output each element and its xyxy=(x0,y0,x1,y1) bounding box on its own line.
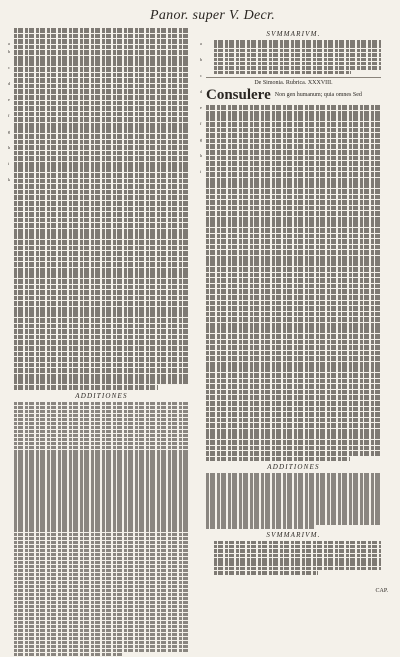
right-main-text xyxy=(206,105,381,461)
left-margin-letters: a b c d e f g h i k xyxy=(8,41,10,182)
left-column xyxy=(14,28,189,657)
initial-line-rest: Non gen humanum; quia omnes Sed xyxy=(274,92,362,99)
divider-top xyxy=(206,77,381,78)
left-additions-text xyxy=(14,402,189,656)
right-summary-bottom-text xyxy=(206,541,381,575)
left-main-text xyxy=(14,28,189,390)
initial-word: Consulere xyxy=(206,88,271,104)
right-summary-heading-bottom: SVMMARIVM. xyxy=(266,530,321,539)
chapter-rubric: De Simonia. Rubrica. XXXVIII. xyxy=(254,80,333,87)
right-summary-heading-top: SVMMARIVM. xyxy=(266,30,321,38)
right-column xyxy=(206,28,381,578)
right-summary-top-text xyxy=(206,40,381,74)
chapter-initial xyxy=(206,88,381,103)
right-additions-text xyxy=(206,473,381,528)
right-margin-letters: a b c d e f g h i xyxy=(200,41,202,174)
right-additions-heading: ADDITIONES xyxy=(267,463,320,472)
left-additions-heading: ADDITIONES xyxy=(75,391,128,400)
running-head: Panor. super V. Decr. xyxy=(150,8,276,23)
catchword: CAP. xyxy=(375,588,388,594)
